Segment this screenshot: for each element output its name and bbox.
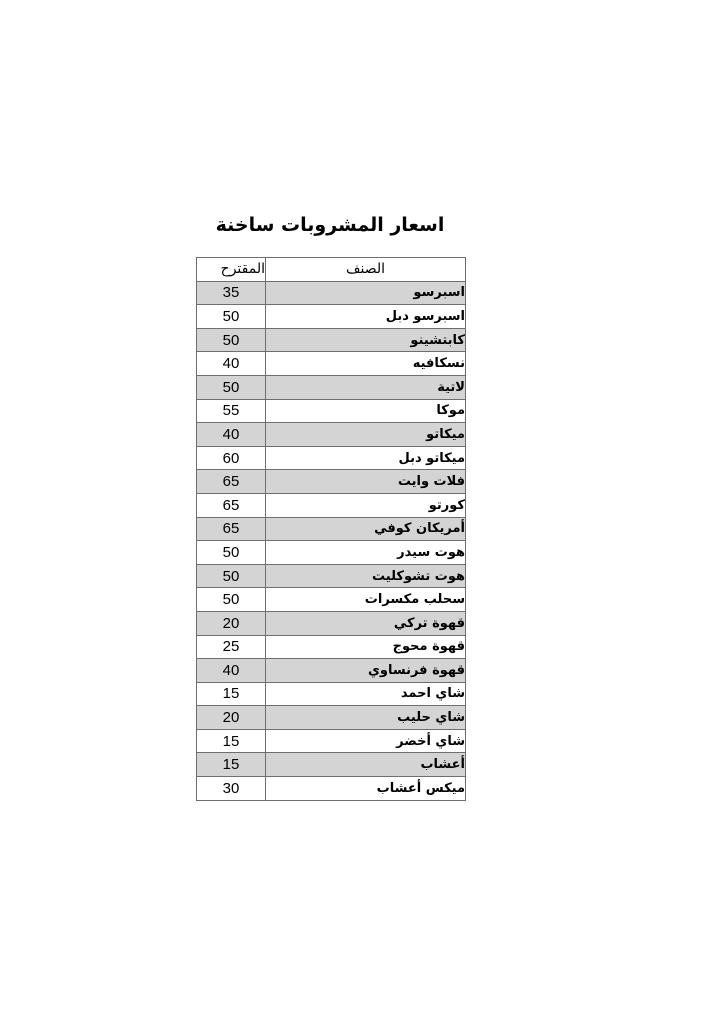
page-title: اسعار المشروبات ساخنة	[215, 214, 445, 236]
price-cell: 65	[197, 470, 266, 494]
item-cell: لاتية	[266, 375, 466, 399]
price-cell: 35	[197, 281, 266, 305]
table-row	[197, 659, 466, 683]
item-cell: اسبرسو	[266, 281, 466, 305]
price-cell: 15	[197, 753, 266, 777]
price-cell: 15	[197, 682, 266, 706]
price-cell: 60	[197, 446, 266, 470]
table-row	[197, 753, 466, 777]
price-cell: 50	[197, 328, 266, 352]
item-cell: شاي حليب	[266, 706, 466, 730]
item-cell: كابتشينو	[266, 328, 466, 352]
table-row	[197, 682, 466, 706]
table-row	[197, 352, 466, 376]
table-row	[197, 470, 466, 494]
table-row	[197, 588, 466, 612]
table-row	[197, 328, 466, 352]
table-row	[197, 564, 466, 588]
price-cell: 20	[197, 611, 266, 635]
price-cell: 50	[197, 588, 266, 612]
price-cell: 50	[197, 305, 266, 329]
item-cell: ميكاتو	[266, 423, 466, 447]
item-cell: فلات وايت	[266, 470, 466, 494]
table-row	[197, 517, 466, 541]
item-cell: موكا	[266, 399, 466, 423]
table-header-row	[197, 258, 466, 282]
price-cell: 20	[197, 706, 266, 730]
table-row	[197, 446, 466, 470]
item-cell: نسكافيه	[266, 352, 466, 376]
table-row	[197, 777, 466, 801]
table-row	[197, 399, 466, 423]
price-cell: 40	[197, 423, 266, 447]
item-cell: هوت سيدر	[266, 541, 466, 565]
item-cell: قهوة فرنساوي	[266, 659, 466, 683]
table-row	[197, 493, 466, 517]
price-cell: 15	[197, 729, 266, 753]
table-row	[197, 635, 466, 659]
price-cell: 50	[197, 375, 266, 399]
price-cell: 50	[197, 564, 266, 588]
table-row	[197, 375, 466, 399]
price-cell: 30	[197, 777, 266, 801]
table-row	[197, 611, 466, 635]
price-cell: 40	[197, 659, 266, 683]
header-price: المقترح	[197, 258, 266, 282]
price-cell: 65	[197, 517, 266, 541]
item-cell: ميكاتو دبل	[266, 446, 466, 470]
item-cell: أمريكان كوفي	[266, 517, 466, 541]
table-row	[197, 423, 466, 447]
table-row	[197, 541, 466, 565]
item-cell: قهوة تركي	[266, 611, 466, 635]
price-cell: 40	[197, 352, 266, 376]
table-body	[197, 281, 466, 800]
item-cell: شاي أخضر	[266, 729, 466, 753]
item-cell: هوت تشوكليت	[266, 564, 466, 588]
item-cell: اسبرسو دبل	[266, 305, 466, 329]
table-row	[197, 281, 466, 305]
item-cell: أعشاب	[266, 753, 466, 777]
price-cell: 50	[197, 541, 266, 565]
table-row	[197, 706, 466, 730]
item-cell: شاي احمد	[266, 682, 466, 706]
price-cell: 65	[197, 493, 266, 517]
header-item: الصنف	[266, 258, 466, 282]
item-cell: سحلب مكسرات	[266, 588, 466, 612]
item-cell: ميكس أعشاب	[266, 777, 466, 801]
price-table	[196, 257, 466, 801]
price-cell: 25	[197, 635, 266, 659]
item-cell: كورتو	[266, 493, 466, 517]
price-cell: 55	[197, 399, 266, 423]
table-row	[197, 305, 466, 329]
table-row	[197, 729, 466, 753]
item-cell: قهوة محوج	[266, 635, 466, 659]
